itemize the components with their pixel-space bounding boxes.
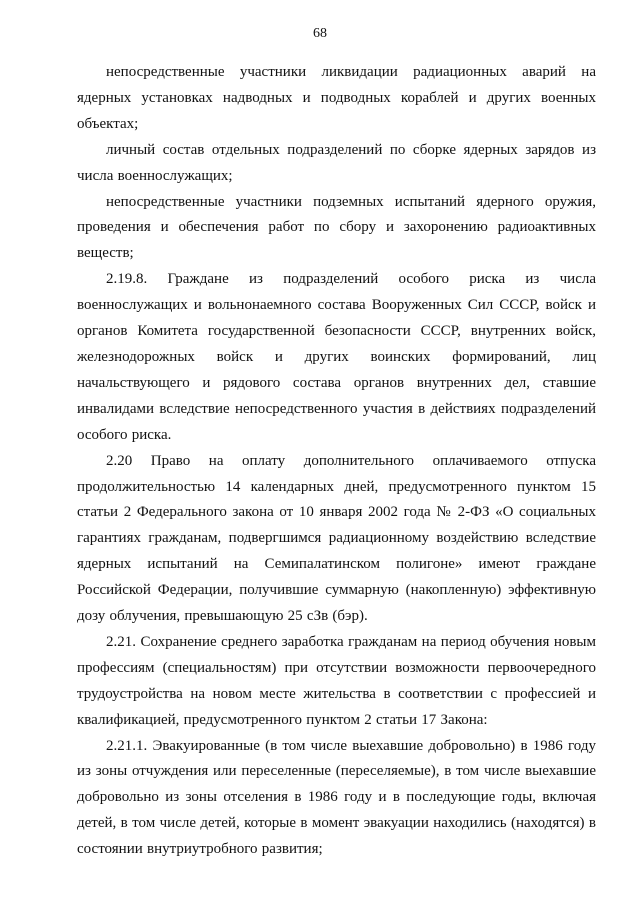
- paragraph-2-20: 2.20 Право на оплату дополнительного оплачиваемого отпуска продолжительностью 14 календарных дней, предусмотренного пунктом 15 статьи 2 Федерального закона от 10 января 2002 года № 2-ФЗ «О социальных гарантиях гражданам, подвергшимся радиационному воздействию вследствие ядерных испытаний на Семипалатинском полигоне» имеют граждане Российской Федерации, получившие суммарную (накопленную) эффективную дозу облучения, превышающую 25 сЗв (бэр).: [77, 452, 596, 625]
- paragraph-2-21-1: 2.21.1. Эвакуированные (в том числе выехавшие добровольно) в 1986 году из зоны отчуждения или переселенные (переселяемые), в том числе выехавшие добровольно из зоны отселения в 1986 году и в последующие годы, включая детей, в том числе детей, которые в момент эвакуации находились (находятся) в состоянии внутриутробного развития;: [77, 737, 596, 858]
- document-body: [77, 60, 596, 863]
- paragraph-nuclear-assembly-staff: личный состав отдельных подразделений по сборке ядерных зарядов из числа военнослужащих;: [77, 141, 596, 184]
- paragraph-2-21: 2.21. Сохранение среднего заработка гражданам на период обучения новым профессиям (специальностям) при отсутствии возможности первоочередного трудоустройства на новом месте жительства в соответствии с профессией и квалификацией, предусмотренного пунктом 2 статьи 17 Закона:: [77, 633, 596, 728]
- page-number: 68: [313, 26, 327, 41]
- paragraph-liquidation-participants: непосредственные участники ликвидации радиационных аварий на ядерных установках надводных и подводных кораблей и других военных объектах;: [77, 64, 596, 132]
- paragraph-underground-tests: непосредственные участники подземных испытаний ядерного оружия, проведения и обеспечения работ по сбору и захоронению радиоактивных веществ;: [77, 193, 596, 262]
- paragraph-2-19-8: 2.19.8. Граждане из подразделений особого риска из числа военнослужащих и вольнонаемного состава Вооруженных Сил СССР, войск и органов Комитета государственной безопасности СССР, внутренних войск, железнодорожных войск и других воинских формирований, лиц начальствующего и рядового состава органов внутренних дел, ставшие инвалидами вследствие непосредственного участия в действиях подразделений особого риска.: [77, 271, 596, 443]
